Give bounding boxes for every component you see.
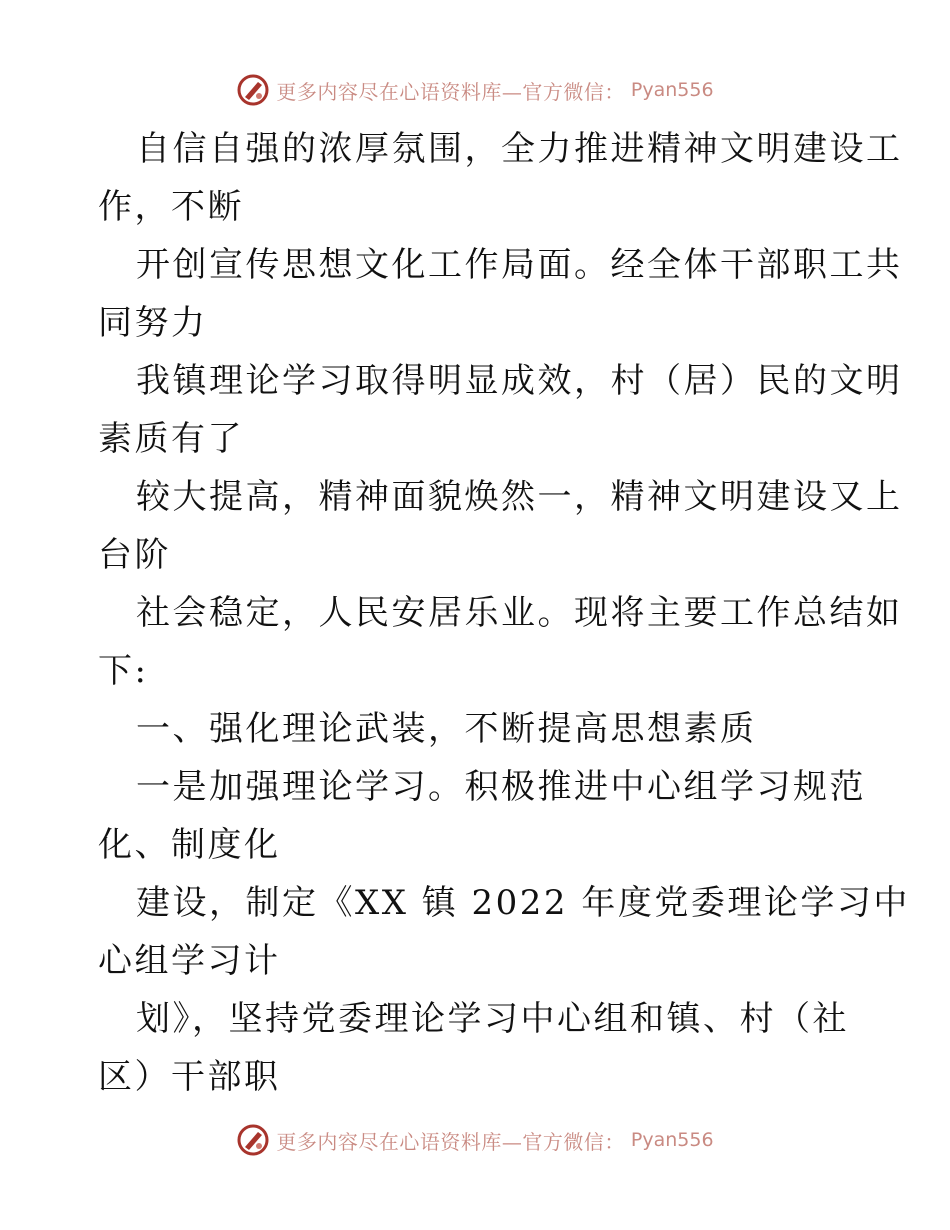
text-line: 较大提高，精神面貌焕然一，精神文明建设又上 — [136, 477, 903, 517]
pen-logo-icon — [236, 73, 270, 107]
document-body — [98, 120, 910, 1106]
watermark-wechat-id: Pyan556 — [630, 1129, 714, 1151]
text-line: 区）干部职 — [98, 1057, 281, 1097]
text-line: 一是加强理论学习。积极推进中心组学习规范 — [136, 767, 866, 807]
text-line: 同努力 — [98, 303, 208, 343]
pen-logo-icon — [236, 1123, 270, 1157]
footer-watermark — [0, 1120, 950, 1160]
header-watermark — [0, 70, 950, 110]
section-heading: 一、强化理论武装，不断提高思想素质 — [136, 709, 757, 749]
text-line: 社会稳定，人民安居乐业。现将主要工作总结如 — [136, 593, 903, 633]
text-line: 素质有了 — [98, 419, 244, 459]
watermark-text: 更多内容尽在心语资料库—官方微信： — [276, 79, 625, 104]
text-line: 下: — [98, 651, 149, 691]
text-line: 开创宣传思想文化工作局面。经全体干部职工共 — [136, 245, 903, 285]
watermark-text: 更多内容尽在心语资料库—官方微信： — [276, 1129, 625, 1154]
watermark-wechat-id: Pyan556 — [630, 79, 714, 101]
text-line: 台阶 — [98, 535, 171, 575]
text-line: 划》，坚持党委理论学习中心组和镇、村（社 — [136, 999, 849, 1039]
text-line: 建设，制定《XX 镇 2022 年度党委理论学习中 — [136, 883, 910, 923]
text-line: 化、制度化 — [98, 825, 281, 865]
text-line: 心组学习计 — [98, 941, 281, 981]
text-line: 我镇理论学习取得明显成效，村（居）民的文明 — [136, 361, 903, 401]
text-line: 作，不断 — [98, 187, 244, 227]
text-line: 自信自强的浓厚氛围，全力推进精神文明建设工 — [136, 129, 903, 169]
